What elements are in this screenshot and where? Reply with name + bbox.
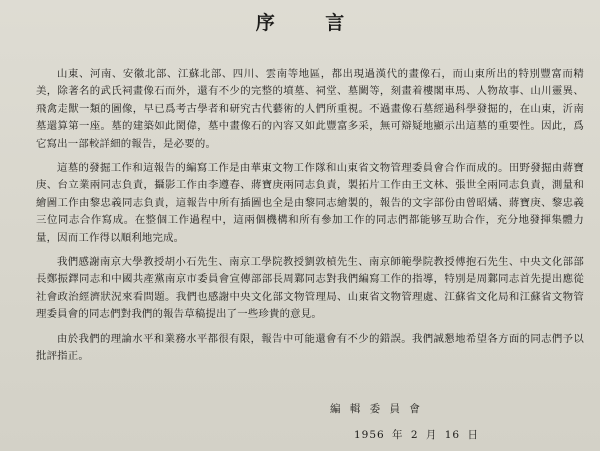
paragraph-1: 山東、河南、安徽北部、江蘇北部、四川、雲南等地區，都出現過漢代的畫像石，而山東所出的特別豐富而精美，除著名的武氏祠畫像石而外，還有不少的完整的墳墓、祠堂、墓闕等，刻畫着樓閣車馬、人物故事、山川靈異、飛禽走獸一類的圖像，早已爲考古學者和研究古代藝術的人們所重視。不過畫像石墓經過科學發掘的，在山東，沂南墓還算第一座。墓的建築如此閎偉，墓中畫像石的內容又如此豐富多采，無可辯疑地顯示出這墓的重要性。因此，爲它寫出一部較詳細的報告，是必要的。 bbox=[36, 68, 584, 150]
preface-body bbox=[36, 66, 584, 366]
date: 1956 年 2 月 16 日 bbox=[354, 429, 479, 441]
page-title: 序 言 bbox=[255, 12, 367, 34]
paragraph-3: 我們感謝南京大學教授胡小石先生、南京工學院教授劉敦楨先生、南京師範學院教授傅抱石先生、中央文化部部長鄭振鐸同志和中國共產黨南京市委員會宣傳部部長周鄴同志對我們編寫工作的指導，特別是周鄴同志首先提出應從社會政治經濟狀況來看問題。我們也感謝中央文化部文物管理局、山東省文物管理處、江蘇省文化局和江蘇省文物管理委員會的同志們對我們的報告草稿提出了一些珍貴的意見。 bbox=[36, 256, 584, 321]
signature: 編 輯 委 員 會 bbox=[330, 403, 423, 415]
paragraph-4: 由於我們的理論水平和業務水平都很有限，報告中可能還會有不少的錯誤。我們誠懇地希望各方面的同志們予以批評指正。 bbox=[36, 332, 584, 363]
paragraph-2: 這墓的發掘工作和這報告的編寫工作是由華東文物工作隊和山東省文物管理委員會合作而成的。田野發掘由蔣寶庚、台立業兩同志負責，攝影工作由李遵春、蔣寶庚兩同志負責，製拓片工作由王文林、張世全兩同志負責，測量和繪圖工作由黎忠義同志負責，這報告中所有插圖也全是由黎同志繪製的，報告的文字部份由曾昭燏、蔣寶庚、黎忠義三位同志合作寫成。在整個工作過程中，這兩個機構和所有參加工作的同志們都能够互助合作，充分地發揮集體力量，因而工作得以順利地完成。 bbox=[36, 162, 584, 244]
